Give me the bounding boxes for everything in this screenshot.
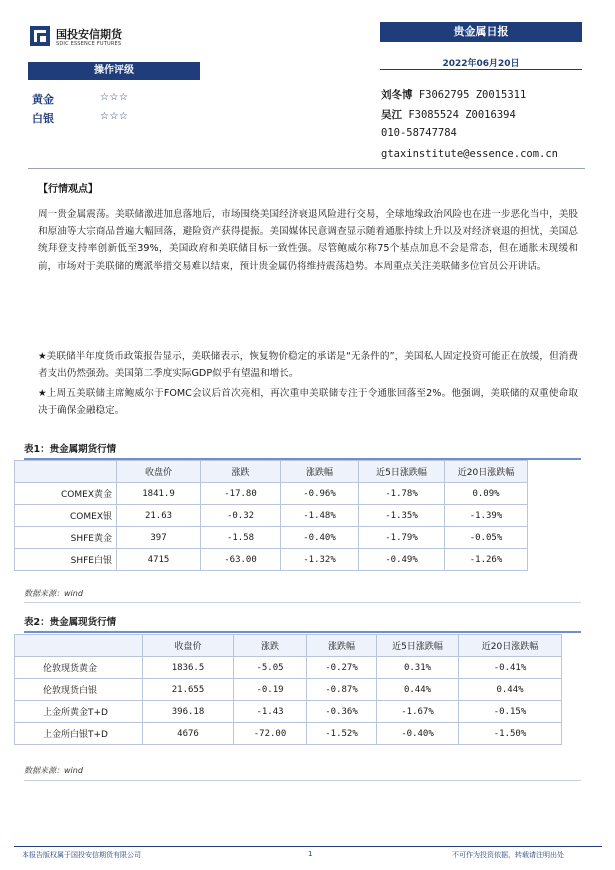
rating-gold-label: 黄金 xyxy=(32,93,54,106)
header-divider xyxy=(380,69,582,70)
table-header-cell xyxy=(15,461,117,483)
table-row xyxy=(15,505,528,527)
company-logo-english: SDIC ESSENCE FUTURES xyxy=(56,41,122,47)
table-cell: -72.00 xyxy=(234,723,307,745)
table-header-cell: 近20日涨跌幅 xyxy=(445,461,528,483)
table-cell: -1.78% xyxy=(359,483,445,505)
futures-table xyxy=(14,460,528,571)
fed-report-note: ★美联储半年度货币政策报告显示，美联储表示，恢复物价稳定的承诺是“无条件的”，美国私人固定投资可能正在放缓，但消费者支出仍然强劲。美国第二季度实际GDP似乎有望温和增长。 xyxy=(38,351,578,380)
table-cell: -0.27% xyxy=(307,657,377,679)
table-header-cell xyxy=(15,635,143,657)
table2-bottom-rule xyxy=(24,780,581,781)
rating-silver-stars: ☆☆☆ xyxy=(100,111,129,122)
rating-gold-stars: ☆☆☆ xyxy=(100,92,129,103)
row-label: 上金所黄金T+D xyxy=(15,701,143,723)
table-cell: 21.655 xyxy=(143,679,234,701)
spot-table xyxy=(14,634,562,745)
table-cell: 1836.5 xyxy=(143,657,234,679)
table2-top-rule xyxy=(24,631,581,633)
table-header-cell: 涨跌幅 xyxy=(281,461,359,483)
table2-source: 数据来源：wind xyxy=(24,766,83,775)
table-cell: 397 xyxy=(117,527,201,549)
powell-note: ★上周五美联储主席鲍威尔于FOMC会议后首次亮相，再次重申美联储专注于令通胀回落至2%。他强调，美联储的双重使命取决于确保金融稳定。 xyxy=(38,388,578,417)
table-cell: -1.48% xyxy=(281,505,359,527)
row-label: 伦敦现货黄金 xyxy=(15,657,143,679)
table-cell: -1.79% xyxy=(359,527,445,549)
table-header-row xyxy=(15,461,528,483)
row-label: SHFE黄金 xyxy=(15,527,117,549)
table-header-cell: 收盘价 xyxy=(143,635,234,657)
rating-title: 操作评级 xyxy=(28,62,200,80)
table-cell: 21.63 xyxy=(117,505,201,527)
table-header-row xyxy=(15,635,562,657)
table-cell: -17.80 xyxy=(201,483,281,505)
table-header-cell: 涨跌 xyxy=(201,461,281,483)
report-date: 2022年06月20日 xyxy=(442,59,520,69)
table-cell: -1.67% xyxy=(377,701,459,723)
footer-copyright: 本报告版权属于国投安信期货有限公司 xyxy=(22,851,141,859)
table-row xyxy=(15,701,562,723)
logo-mark-icon xyxy=(30,26,50,46)
row-label: COMEX黄金 xyxy=(15,483,117,505)
table-header-cell: 近5日涨跌幅 xyxy=(377,635,459,657)
analyst-1-ids: F3062795 Z0015311 xyxy=(418,89,527,101)
table-cell: 0.44% xyxy=(459,679,562,701)
row-label: SHFE白银 xyxy=(15,549,117,571)
table-cell: -0.96% xyxy=(281,483,359,505)
table-row xyxy=(15,483,528,505)
analyst-phone: 010-58747784 xyxy=(381,127,457,139)
table-cell: -1.50% xyxy=(459,723,562,745)
table-cell: 396.18 xyxy=(143,701,234,723)
table-cell: -0.40% xyxy=(377,723,459,745)
table-cell: -0.41% xyxy=(459,657,562,679)
table-row xyxy=(15,679,562,701)
row-label: 上金所白银T+D xyxy=(15,723,143,745)
table-cell: 0.44% xyxy=(377,679,459,701)
table1-source: 数据来源：wind xyxy=(24,589,83,598)
company-logo-text: 国投安信期货 xyxy=(56,28,122,41)
table-cell: -5.05 xyxy=(234,657,307,679)
table-cell: 4715 xyxy=(117,549,201,571)
table-header-cell: 收盘价 xyxy=(117,461,201,483)
analyst-2-name: 吴江 xyxy=(381,109,402,121)
table-cell: -0.32 xyxy=(201,505,281,527)
table2-title: 表2：贵金属现货行情 xyxy=(24,617,117,628)
table-cell: -1.39% xyxy=(445,505,528,527)
table-header-cell: 涨跌 xyxy=(234,635,307,657)
report-type-banner: 贵金属日报 xyxy=(380,22,582,42)
analyst-2 xyxy=(381,107,516,122)
table-row xyxy=(15,657,562,679)
table-cell: -0.87% xyxy=(307,679,377,701)
analyst-1 xyxy=(381,87,526,102)
table-row xyxy=(15,527,528,549)
table-cell: -1.43 xyxy=(234,701,307,723)
table-cell: -1.32% xyxy=(281,549,359,571)
row-label: COMEX银 xyxy=(15,505,117,527)
table-header-cell: 近5日涨跌幅 xyxy=(359,461,445,483)
rating-silver-label: 白银 xyxy=(32,112,54,125)
analyst-1-name: 刘冬博 xyxy=(381,89,413,101)
table-cell: -0.40% xyxy=(281,527,359,549)
table-cell: -0.19 xyxy=(234,679,307,701)
table-cell: -1.26% xyxy=(445,549,528,571)
table-cell: -1.52% xyxy=(307,723,377,745)
table-cell: 0.31% xyxy=(377,657,459,679)
analyst-2-ids: F3085524 Z0016394 xyxy=(408,109,516,121)
table-row xyxy=(15,723,562,745)
page-number: 1 xyxy=(308,850,313,858)
table-cell: 1841.9 xyxy=(117,483,201,505)
table1-title: 表1：贵金属期货行情 xyxy=(24,444,117,455)
analyst-email: gtaxinstitute@essence.com.cn xyxy=(381,148,559,160)
table1-bottom-rule xyxy=(24,602,581,603)
table-cell: 0.09% xyxy=(445,483,528,505)
table-header-cell: 涨跌幅 xyxy=(307,635,377,657)
footer-divider xyxy=(14,846,602,847)
table-cell: -0.15% xyxy=(459,701,562,723)
table-cell: -63.00 xyxy=(201,549,281,571)
market-view-title: 【行情观点】 xyxy=(38,184,98,195)
table-cell: 4676 xyxy=(143,723,234,745)
footer-disclaimer: 不可作为投资依据，转载请注明出处 xyxy=(452,851,564,859)
table-row xyxy=(15,549,528,571)
market-view-paragraph: 周一贵金属震荡。美联储激进加息落地后，市场围绕美国经济衰退风险进行交易，全球地缘政治风险也在进一步恶化当中，美股和原油等大宗商品普遍大幅回落，避险资产获得提振。美国媒体民意调查显示随着通胀持续上升以及对经济衰退的担忧，美国总统拜登支持率创新低至39%，美国政府和美联储目标一致性强。尽管鲍威尔称75个基点加息不会是常态，但在通胀未现缓和前，市场对于美联储的鹰派举措交易难以结束，预计贵金属仍将维持震荡趋势。本周重点关注美联储多位官员公开讲话。 xyxy=(38,209,578,272)
row-label: 伦敦现货白银 xyxy=(15,679,143,701)
table-cell: -0.05% xyxy=(445,527,528,549)
table-cell: -1.58 xyxy=(201,527,281,549)
table-cell: -0.36% xyxy=(307,701,377,723)
table-cell: -0.49% xyxy=(359,549,445,571)
header-separator xyxy=(28,168,585,169)
table-cell: -1.35% xyxy=(359,505,445,527)
table-header-cell: 近20日涨跌幅 xyxy=(459,635,562,657)
